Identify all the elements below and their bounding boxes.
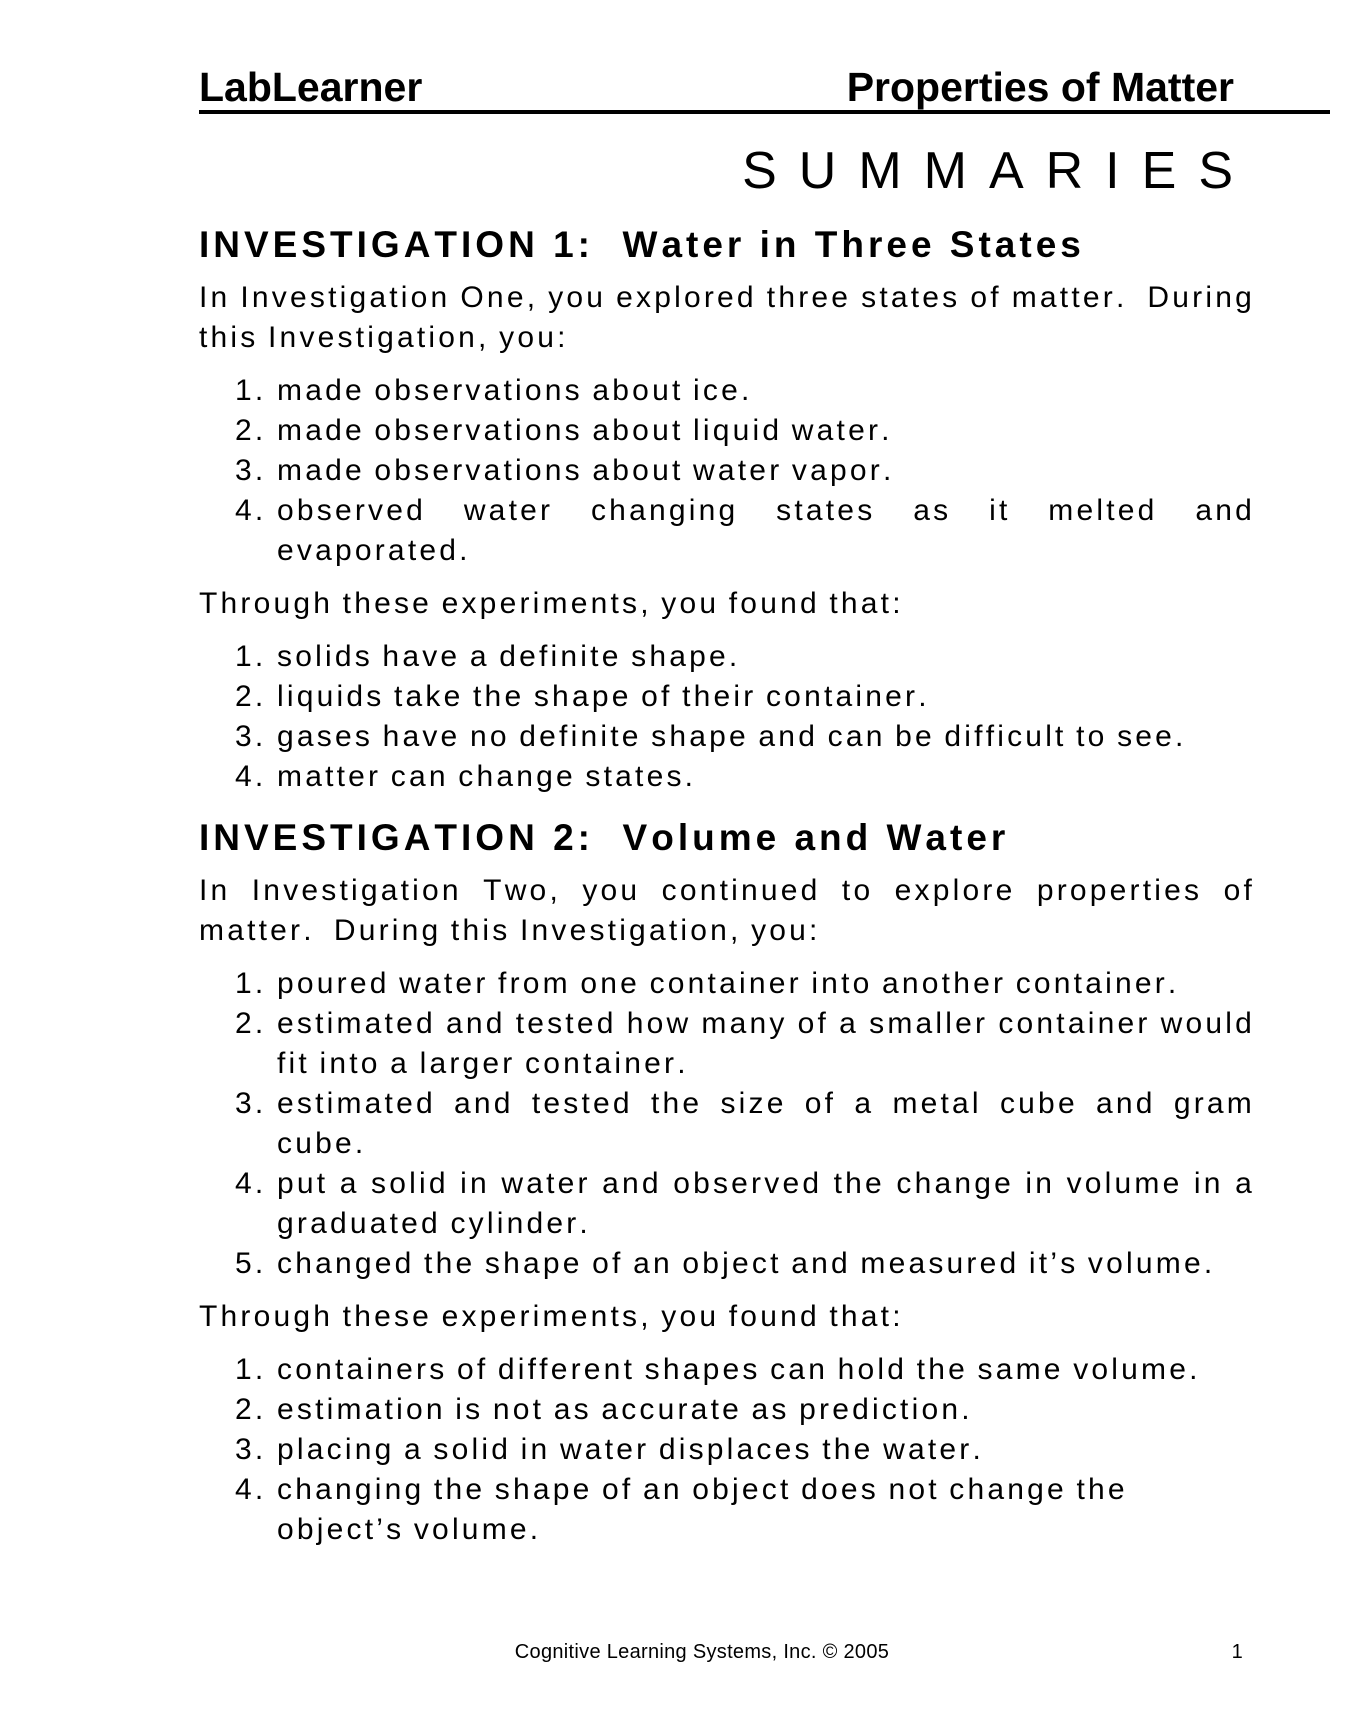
found-intro: Through these experiments, you found that: [199, 587, 904, 620]
page-title: SUMMARIES [742, 142, 1255, 200]
page-number: 1 [1231, 1641, 1243, 1663]
document-body [199, 220, 1265, 1550]
section-heading: INVESTIGATION 1: Water in Three States [199, 224, 1085, 265]
list-item: made observations about water vapor. [277, 454, 895, 487]
investigation-section-1 [199, 220, 1265, 797]
page-header [199, 56, 1330, 114]
header-brand: LabLearner [199, 64, 423, 110]
list-item: poured water from one container into another container. [277, 967, 1180, 1000]
page-footer [174, 1639, 1243, 1665]
list-item: estimated and tested the size of a metal cube and gram cube. [277, 1087, 1255, 1160]
list-item: containers of different shapes can hold the same volume. [277, 1353, 1201, 1386]
list-item: put a solid in water and observed the change in volume in a graduated cylinder. [277, 1167, 1255, 1240]
list-item: changed the shape of an object and measured it’s volume. [277, 1247, 1216, 1280]
list-item: changing the shape of an object does not change the object’s volume. [277, 1473, 1128, 1546]
list-item: solids have a definite shape. [277, 640, 741, 673]
found-list [199, 1350, 1255, 1550]
header-unit-title: Properties of Matter [846, 64, 1234, 110]
list-item: gases have no definite shape and can be difficult to see. [277, 720, 1187, 753]
list-item: liquids take the shape of their container. [277, 680, 930, 713]
did-list [199, 964, 1255, 1284]
list-item: matter can change states. [277, 760, 697, 793]
section-intro: In Investigation Two, you continued to explore properties of matter. During this Investigation, you: [199, 874, 1265, 947]
list-item: estimation is not as accurate as prediction. [277, 1393, 973, 1426]
list-item: estimated and tested how many of a smaller container would fit into a larger container. [277, 1007, 1255, 1080]
investigation-section-2 [199, 813, 1265, 1550]
found-intro: Through these experiments, you found that: [199, 1300, 904, 1333]
list-item: made observations about liquid water. [277, 414, 893, 447]
list-item: made observations about ice. [277, 374, 753, 407]
section-heading: INVESTIGATION 2: Volume and Water [199, 817, 1010, 858]
list-item: placing a solid in water displaces the water. [277, 1433, 984, 1466]
did-list [199, 371, 1255, 571]
section-intro: In Investigation One, you explored three states of matter. During this Investigation, you: [199, 281, 1265, 354]
footer-copyright: Cognitive Learning Systems, Inc. © 2005 [514, 1641, 890, 1663]
list-item: observed water changing states as it melted and evaporated. [277, 494, 1255, 567]
found-list [199, 637, 1255, 797]
